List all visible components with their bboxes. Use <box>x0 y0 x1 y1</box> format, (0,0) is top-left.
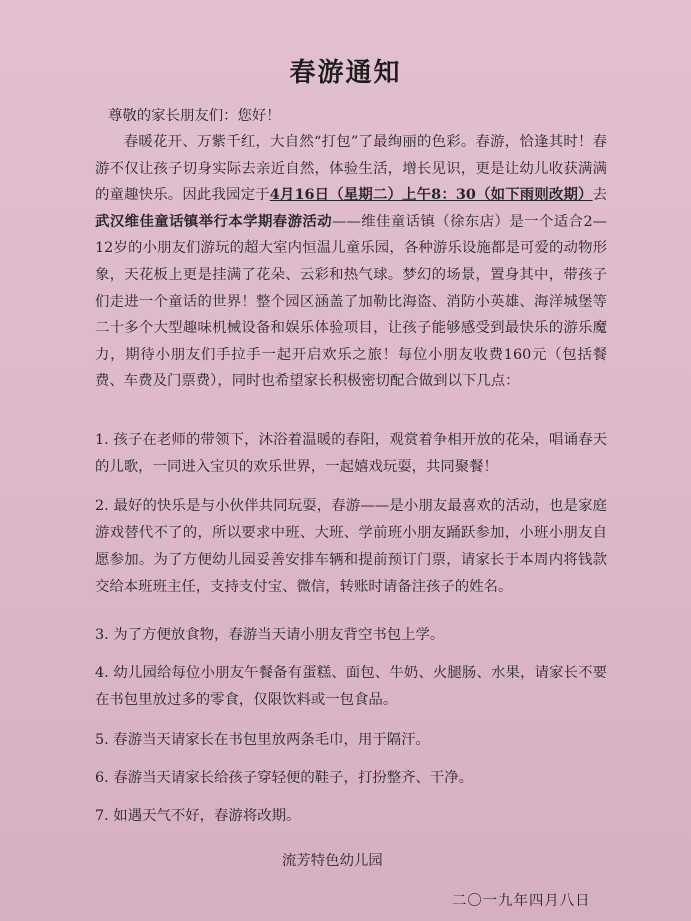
signature: 流芳特色幼儿园 <box>282 853 383 869</box>
list-item: 2. 最好的快乐是与小伙伴共同玩耍，春游——是小朋友最喜欢的活动，也是家庭游戏替代不了的，所以要求中班、大班、学前班小朋友踊跃参加，小班小朋友自愿参加。为了方便幼儿园妥善安排车辆和提前预订门票，请家长于本周内将钱款交给本班班主任，支持支付宝、微信，转账时请备注孩子的姓名。 <box>95 498 607 595</box>
list-item: 5. 春游当天请家长在书包里放两条毛巾，用于隔汗。 <box>95 732 430 748</box>
notice-date: 二〇一九年四月八日 <box>452 893 591 909</box>
event-date: 4月16日（星期二）上午8：30（如下雨则改期） <box>269 186 593 204</box>
greeting: 尊敬的家长朋友们：您好！ <box>108 108 281 124</box>
list-item: 4. 幼儿园给每位小朋友午餐备有蛋糕、面包、牛奶、火腿肠、水果，请家长不要在书包里放过多的零食，仅限饮料或一包食品。 <box>95 665 607 708</box>
intro-text-1: 春暖花开、万紫千红，大自然“打包”了最绚丽的色彩。春游，恰逢其时！春游不仅让孩子切身实际去亲近自然，体验生活，增长见识，更是让幼儿收获满满的童趣快乐。因此我园定于 <box>95 134 607 204</box>
page-title: 春游通知 <box>289 58 402 88</box>
list-item: 6. 春游当天请家长给孩子穿轻便的鞋子，打扮整齐、干净。 <box>95 770 474 786</box>
list-item: 1. 孩子在老师的带领下，沐浴着温暖的春阳，观赏着争相开放的花朵，唱诵春天的儿歌，一同进入宝贝的欢乐世界，一起嬉戏玩耍，共同聚餐！ <box>95 432 607 475</box>
event-place: 武汉维佳童话镇举行本学期春游活动 <box>95 212 333 230</box>
intro-paragraph <box>95 129 607 395</box>
list-item: 3. 为了方便放食物，春游当天请小朋友背空书包上学。 <box>95 627 445 643</box>
intro-text-2: 去 <box>592 187 607 204</box>
intro-text-3: ——维佳童话镇（徐东店）是一个适合2—12岁的小朋友们游玩的超大室内恒温儿童乐园，各种游乐设施都是可爱的动物形象，天花板上更是挂满了花朵、云彩和热气球。梦幻的场景，置身其中，带孩子们走进一个童话的世界！整个园区涵盖了加勒比海盗、消防小英雄、海洋城堡等二十多个大型趣味机械设备和娱乐体验项目，让孩子能够感受到最快乐的游乐魔力，期待小朋友们手拉手一起开启欢乐之旅！每位小朋友收费160元（包括餐费、车费及门票费），同时也希望家长积极密切配合做到以下几点： <box>95 213 607 390</box>
list-item: 7. 如遇天气不好，春游将改期。 <box>95 808 301 824</box>
